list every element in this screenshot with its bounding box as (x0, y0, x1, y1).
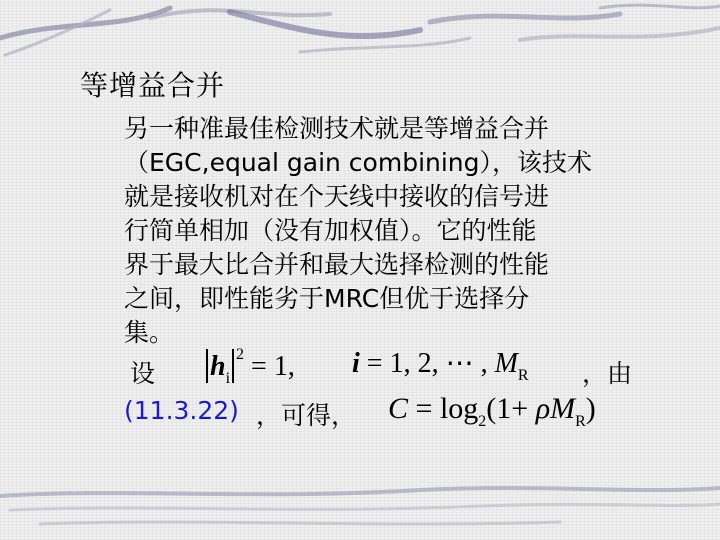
formula-close: ) (585, 392, 596, 425)
formula-exponent: 2 (236, 346, 245, 363)
equation-reference-link: (11.3.22) (124, 396, 239, 425)
condition-formula (204, 346, 295, 388)
formula-index-range: = 1, 2, ⋯ , (366, 348, 488, 379)
formula-log: log (439, 392, 479, 425)
formula-log-base: 2 (478, 413, 487, 430)
formula-eq: = (415, 392, 433, 425)
formula-h-subscript: i (225, 370, 231, 387)
paragraph-line: （EGC,equal gain combining），该技术 (124, 148, 593, 177)
bottom-brush-decoration (0, 478, 720, 540)
paragraph-line: 另一种准最佳检测技术就是等增益合并 (124, 114, 550, 143)
condition-suffix: ，由 (582, 359, 633, 388)
paragraph-line: 之间，即性能劣于MRC但优于选择分 (124, 284, 530, 313)
formula-index-var: i (352, 348, 360, 379)
capacity-formula (388, 392, 596, 431)
paragraph-line: 行简单相加（没有加权值）。它的性能 (124, 216, 537, 245)
slide-title: 等增益合并 (80, 69, 226, 102)
abs-bar-right (232, 349, 234, 383)
formula-M-result: M (550, 392, 576, 425)
result-line (124, 390, 694, 440)
formula-M: M (494, 348, 518, 379)
condition-prefix: 设 (130, 359, 156, 388)
paragraph-line: 集。 (124, 318, 175, 347)
formula-h: h (210, 351, 226, 382)
formula-rho: ρ (535, 392, 551, 425)
formula-open: (1+ (486, 392, 529, 425)
formula-equals-one: = 1, (251, 351, 295, 382)
condition-line (124, 340, 684, 388)
formula-M-result-subscript: R (575, 413, 586, 430)
paragraph-line: 就是接收机对在个天线中接收的信号进 (124, 182, 550, 211)
abs-bar-left (206, 349, 208, 383)
paragraph-line: 界于最大比合并和最大选择检测的性能 (124, 250, 550, 279)
formula-M-subscript: R (517, 367, 529, 384)
result-text: ，可得， (256, 401, 357, 430)
formula-C: C (388, 392, 409, 425)
body-paragraph (124, 112, 684, 350)
index-formula (352, 346, 529, 385)
top-brush-decoration (0, 0, 720, 70)
